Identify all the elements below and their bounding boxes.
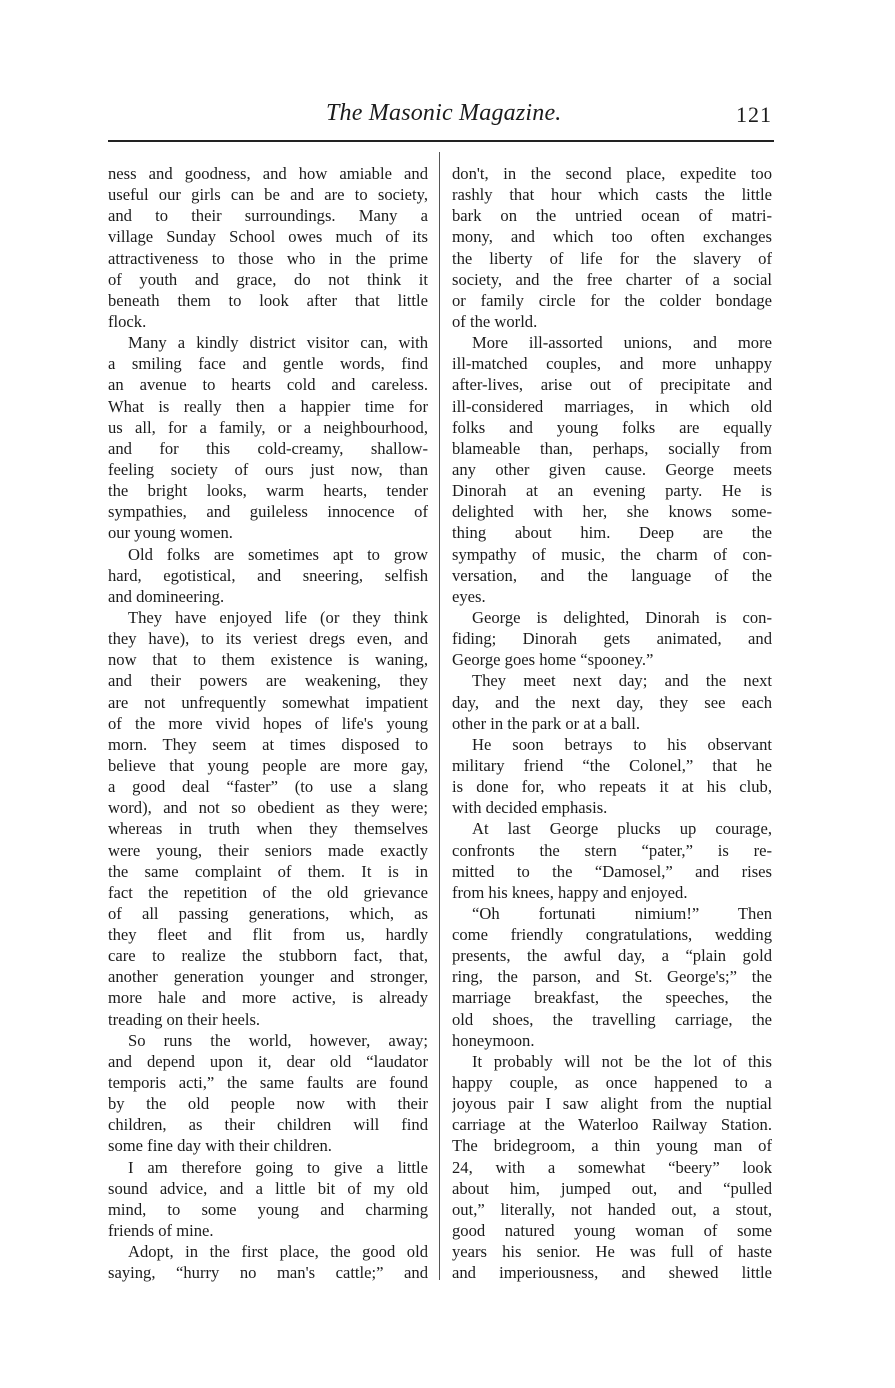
text-line: about him, jumped out, and “pulled [452,1178,772,1198]
text-line: of the world. [452,311,538,331]
text-line: Old folks are sometimes apt to grow [128,544,428,564]
right-column [452,163,772,1283]
text-line: after-lives, arise out of precipitate and [452,375,772,395]
text-line: good natured young woman of some [452,1221,772,1241]
text-line: sympathies, and guileless innocence of [108,502,428,522]
text-line: believe that young people are more gay, [108,755,428,775]
text-line: thing about him. Deep are the [452,523,772,543]
text-line: They have enjoyed life (or they think [128,607,428,627]
text-line: other in the park or at a ball. [452,713,640,733]
header-rule [108,140,774,142]
text-line: they have), to its veriest dregs even, and [108,629,428,649]
text-line: morn. They seem at times disposed to [108,734,428,754]
page-number: 121 [736,102,772,127]
text-line: blameable than, perhaps, socially from [452,438,772,458]
text-line: the bright looks, warm hearts, tender [108,481,428,501]
text-line: Dinorah at an evening party. He is [452,481,772,501]
text-line: At last George plucks up courage, [472,819,772,839]
text-line: hard, egotistical, and sneering, selfish [108,565,428,585]
text-line: presents, the awful day, a “plain gold [452,946,772,966]
text-line: years his senior. He was full of haste [452,1242,772,1262]
text-line: come friendly congratulations, wedding [452,925,772,945]
text-line: What is really then a happier time for [108,396,428,416]
text-line: a smiling face and gentle words, find [108,354,428,374]
text-line: He soon betrays to his observant [472,734,772,754]
running-title: The Masonic Magazine. [326,100,562,126]
text-line: delighted with her, she knows some- [452,502,772,522]
text-line: treading on their heels. [108,1009,261,1029]
page-header [108,96,774,132]
text-line: and domineering. [108,586,225,606]
text-line: an avenue to hearts cold and careless. [108,375,428,395]
text-line: don't, in the second place, expedite too [452,164,772,183]
text-line: day, and the next day, they see each [452,692,772,712]
text-line: us all, for a family, or a neighbourhood, [108,417,428,437]
text-line: they fleet and flit from us, hardly [108,925,428,945]
text-line: village Sunday School owes much of its [108,227,428,247]
text-line: The bridegroom, a thin young man of [452,1136,772,1156]
text-line: sympathy of music, the charm of con- [452,544,772,564]
text-line: ill-considered marriages, in which old [452,396,772,416]
text-line: mony, and which too often exchanges [452,227,772,247]
column-divider [439,152,440,1280]
text-line: word), and not so obedient as they were; [108,798,428,818]
text-line: ill-matched couples, and more unhappy [452,354,772,374]
text-line: and imperiousness, and shewed little [452,1263,772,1283]
text-line: They meet next day; and the next [472,671,772,691]
text-line: children, as their children will find [108,1115,428,1135]
text-line: ring, the parson, and St. George's;” the [452,967,772,987]
text-line: by the old people now with their [108,1094,428,1114]
text-line: More ill-assorted unions, and more [472,333,772,353]
text-line: Many a kindly district visitor can, with [128,333,428,353]
text-line: or family circle for the colder bondage [452,290,772,310]
text-line: our young women. [108,523,233,543]
text-line: were young, their seniors made exactly [108,840,428,860]
text-line: care to realize the stubborn fact, that, [108,946,428,966]
text-line: flock. [108,311,147,331]
text-line: folks and young folks are equally [452,417,772,437]
text-line: joyous pair I saw alight from the nuptial [452,1094,772,1114]
text-line: feeling society of ours just now, than [108,459,428,479]
text-line: out,” literally, not handed out, a stout, [452,1199,772,1219]
text-line: a good deal “faster” (to use a slang [108,777,428,797]
text-line: attractiveness to those who in the prime [108,248,428,268]
text-line: mind, to some young and charming [108,1199,428,1219]
text-line: Adopt, in the first place, the good old [128,1242,428,1262]
text-line: is done for, who repeats it at his club, [452,777,772,797]
text-line: eyes. [452,586,486,606]
text-line: George goes home “spooney.” [452,650,654,670]
text-line: and for this cold-creamy, shallow- [108,438,428,458]
text-line: whereas in truth when they themselves [108,819,428,839]
text-line: from his knees, happy and enjoyed. [452,882,688,902]
text-line: I am therefore going to give a little [128,1157,428,1177]
text-line: of the more vivid hopes of life's young [108,713,428,733]
text-line: old shoes, the travelling carriage, the [452,1009,772,1029]
text-line: 24, with a somewhat “beery” look [452,1157,772,1177]
text-line: of all passing generations, which, as [108,903,428,923]
text-line: saying, “hurry no man's cattle;” and [108,1263,428,1283]
text-line: more hale and more active, is already [108,988,428,1008]
text-line: useful our girls can be and are to society, [108,185,428,205]
text-line: bark on the untried ocean of matri- [452,206,772,226]
text-line: and depend upon it, dear old “laudator [108,1051,428,1071]
text-line: confronts the stern “pater,” is re- [452,840,772,860]
text-line: fact the repetition of the old grievance [108,882,428,902]
text-line: with decided emphasis. [452,798,608,818]
text-line: friends of mine. [108,1221,214,1241]
text-line: the liberty of life for the slavery of [452,248,772,268]
text-line: and their powers are weakening, they [108,671,428,691]
text-line: of youth and grace, do not think it [108,269,428,289]
text-line: marriage breakfast, the speeches, the [452,988,772,1008]
text-line: carriage at the Waterloo Railway Station. [452,1115,772,1135]
text-line: beneath them to look after that little [108,290,428,310]
text-line: “Oh fortunati nimium!” Then [472,903,772,923]
text-line: sound advice, and a little bit of my old [108,1178,428,1198]
text-line: rashly that hour which casts the little [452,185,772,205]
text-line: versation, and the language of the [452,565,772,585]
text-line: happy couple, as once happened to a [452,1073,772,1093]
left-column [108,163,428,1283]
text-line: fiding; Dinorah gets animated, and [452,629,772,649]
text-line: any other given cause. George meets [452,459,772,479]
text-line: society, and the free charter of a social [452,269,772,289]
text-line: honeymoon. [452,1030,535,1050]
text-line: So runs the world, however, away; [128,1030,428,1050]
text-line: military friend “the Colonel,” that he [452,755,772,775]
text-line: mitted to the “Damosel,” and rises [452,861,772,881]
text-line: temporis acti,” the same faults are found [108,1073,428,1093]
text-line: another generation younger and stronger, [108,967,428,987]
text-line: George is delighted, Dinorah is con- [472,607,772,627]
text-line: the same complaint of them. It is in [108,861,428,881]
text-line: ness and goodness, and how amiable and [108,164,428,183]
text-line: It probably will not be the lot of this [472,1051,772,1071]
text-line: now that to them existence is waning, [108,650,428,670]
text-line: and to their surroundings. Many a [108,206,428,226]
text-line: are not unfrequently somewhat impatient [108,692,428,712]
text-line: some fine day with their children. [108,1136,332,1156]
